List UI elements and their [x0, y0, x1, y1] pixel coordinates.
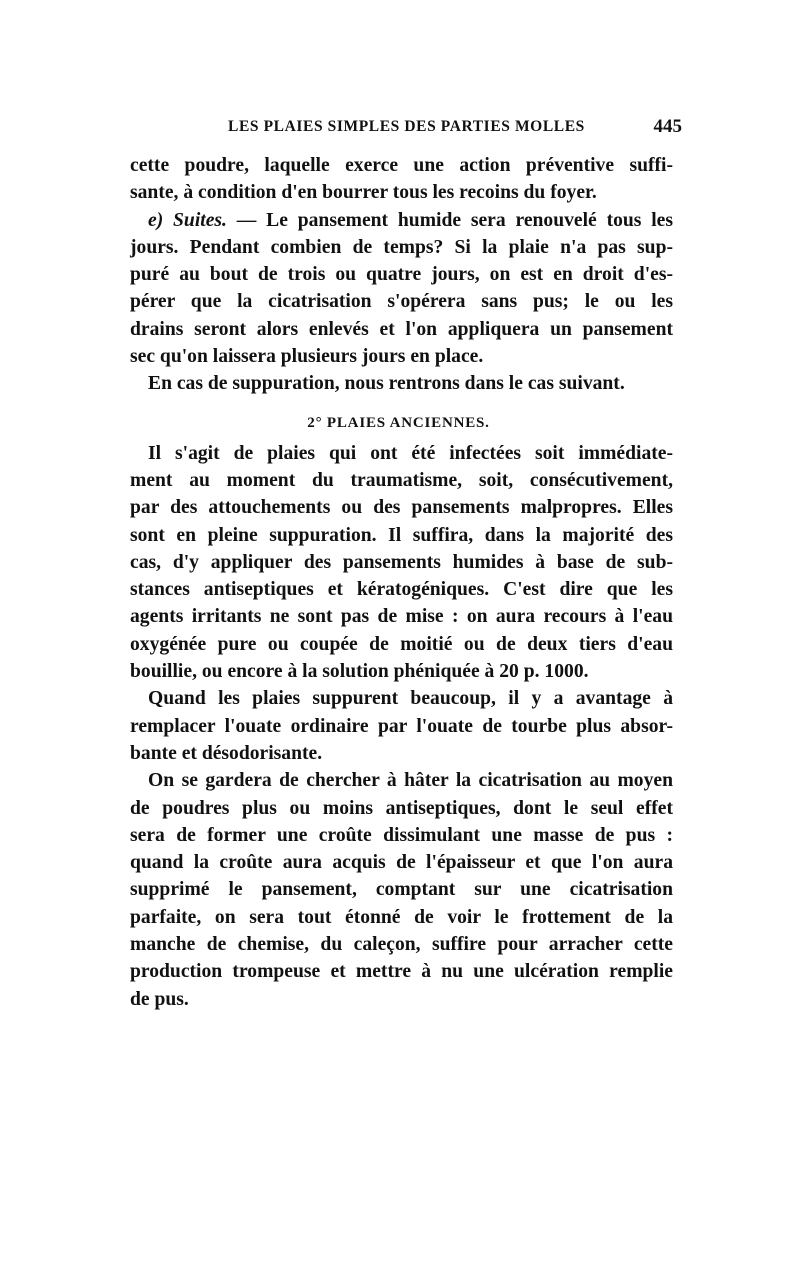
text-line: Quand les plaies suppurent beaucoup, il y a avantage à [148, 688, 673, 710]
text-line: quand la croûte aura acquis de l'épaisseur et que l'on aura [130, 852, 673, 874]
text-line: manche de chemise, du caleçon, suffire pour arracher cette [130, 934, 673, 956]
text-line: de pus. [130, 988, 189, 1010]
text-line: oxygénée pure ou coupée de moitié ou de deux tiers d'eau [130, 633, 673, 655]
paragraph [130, 685, 673, 767]
text-fragment: — Le pansement humide sera renouvelé tous les [226, 209, 673, 231]
paragraph-suites [130, 207, 673, 371]
text-line: sec qu'on laissera plusieurs jours en place. [130, 346, 484, 368]
text-line: supprimé le pansement, comptant sur une cicatrisation [130, 879, 673, 901]
paragraph [130, 440, 673, 686]
page-number: 445 [653, 116, 682, 137]
text-line: drains seront alors enlevés et l'on appliquera un pansement [130, 318, 673, 340]
text-line: par des attouchements ou des pansements malpropres. Elles [130, 497, 673, 519]
text-line: En cas de suppuration, nous rentrons dans le cas suivant. [148, 373, 625, 395]
text-line: puré au bout de trois ou quatre jours, on est en droit d'es- [130, 264, 673, 286]
text-line: stances antiseptiques et kératogéniques. C'est dire que les [130, 579, 673, 601]
text-line: cette poudre, laquelle exerce une action préventive suffi- [130, 155, 673, 176]
text-line: bouillie, ou encore à la solution phéniquée à 20 p. 1000. [130, 661, 589, 683]
text-line: sera de former une croûte dissimulant une masse de pus : [130, 824, 673, 846]
text-line: parfaite, on sera tout étonné de voir le frottement de la [130, 906, 673, 928]
paragraph [130, 370, 673, 397]
running-head [130, 116, 682, 144]
text-line: Il s'agit de plaies qui ont été infectées soit immédiate- [148, 442, 673, 464]
body-text [130, 152, 673, 1013]
section-heading: 2° PLAIES ANCIENNES. [307, 414, 490, 431]
text-line: jours. Pendant combien de temps? Si la plaie n'a pas sup- [130, 236, 673, 258]
section-label: e) Suites. [148, 209, 227, 231]
paragraph [130, 767, 673, 1013]
text-line: ment au moment du traumatisme, soit, consécutivement, [130, 469, 673, 491]
text-line: remplacer l'ouate ordinaire par l'ouate de tourbe plus absor- [130, 715, 673, 737]
text-line: sont en pleine suppuration. Il suffira, dans la majorité des [130, 524, 673, 546]
text-line [130, 207, 673, 234]
text-line: production trompeuse et mettre à nu une ulcération remplie [130, 961, 673, 983]
text-line: sante, à condition d'en bourrer tous les recoins du foyer. [130, 182, 597, 204]
paragraph [130, 152, 673, 207]
text-line: On se gardera de chercher à hâter la cicatrisation au moyen [148, 770, 673, 792]
text-line: agents irritants ne sont pas de mise : on aura recours à l'eau [130, 606, 673, 628]
text-line: cas, d'y appliquer des pansements humides à base de sub- [130, 551, 673, 573]
text-line: de poudres plus ou moins antiseptiques, dont le seul effet [130, 797, 673, 819]
text-line: pérer que la cicatrisation s'opérera sans pus; le ou les [130, 291, 673, 313]
running-title: LES PLAIES SIMPLES DES PARTIES MOLLES [228, 118, 585, 135]
text-line: bante et désodorisante. [130, 742, 323, 764]
